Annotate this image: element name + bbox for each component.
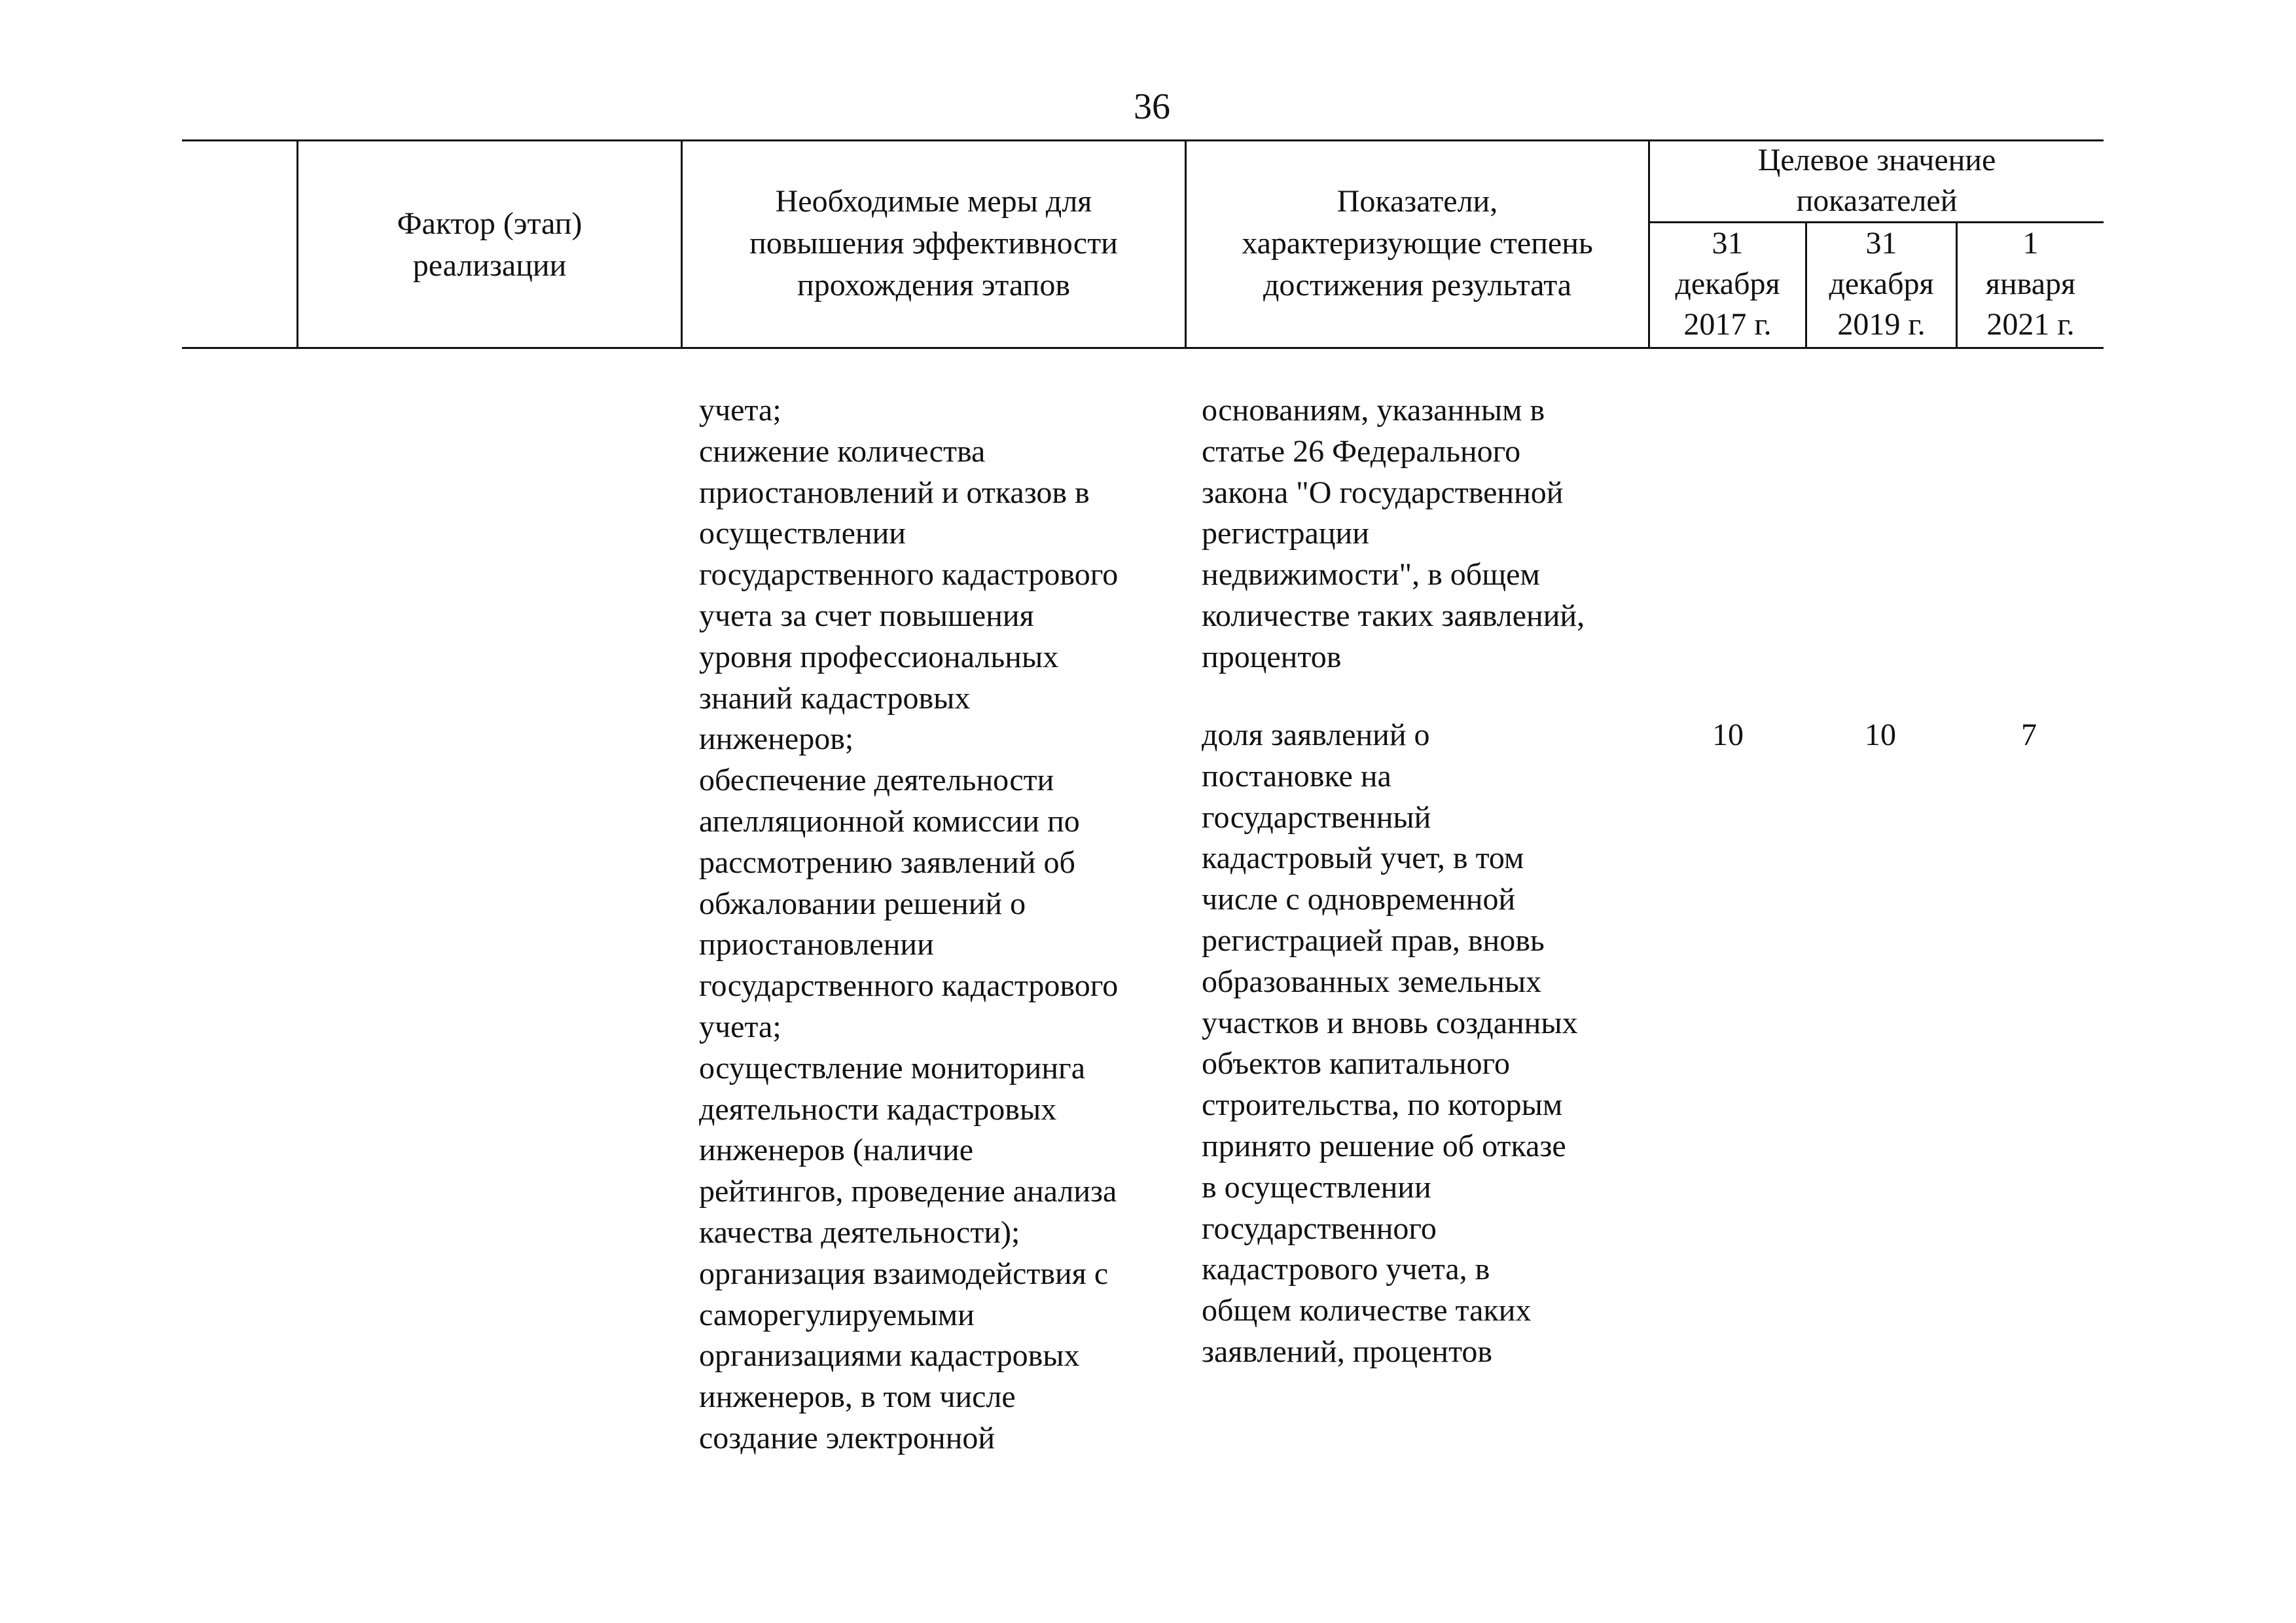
text-line: инженеров; [699, 721, 854, 757]
text-line: процентов [1202, 639, 1342, 674]
header-indicators: Показатели, характеризующие степень достижения результата [1242, 184, 1593, 302]
header-date-2019: 31 декабря 2019 г. [1829, 226, 1934, 342]
text-line: осуществление мониторинга [699, 1050, 1086, 1085]
text-line: государственного [1202, 1211, 1437, 1246]
text-line: кадастровый учет, в том [1202, 841, 1524, 876]
text-line: снижение количества [699, 433, 986, 469]
value-2019: 10 [1865, 718, 1896, 752]
text-line: качества деятельности); [699, 1214, 1020, 1250]
text-line: регистрации [1202, 516, 1369, 551]
text-line: строительства, по которым [1202, 1087, 1563, 1123]
text-line: закона "О государственной [1202, 475, 1564, 510]
text-line: инженеров (наличие [699, 1133, 974, 1168]
text-line: в осуществлении [1202, 1169, 1431, 1205]
text-line: заявлений, процентов [1202, 1334, 1493, 1369]
text-line: инженеров, в том числе [699, 1379, 1016, 1415]
text-line: постановке на [1202, 758, 1391, 793]
text-line: недвижимости", в общем [1202, 557, 1540, 593]
text-line: приостановлении [699, 927, 934, 962]
text-line: принято решение об отказе [1202, 1128, 1566, 1163]
text-line: образованных земельных [1202, 964, 1542, 999]
text-line: учета; [699, 1009, 781, 1044]
text-line: основаниям, указанным в [1202, 393, 1545, 428]
text-line: объектов капитального [1202, 1046, 1510, 1082]
value-2021: 7 [2021, 718, 2037, 752]
text-line: деятельности кадастровых [699, 1091, 1057, 1127]
text-line: государственный [1202, 799, 1431, 835]
text-line: знаний кадастровых [699, 680, 971, 716]
header-target-values: Целевое значение показателей [1757, 143, 1996, 218]
text-line: уровня профессиональных [699, 639, 1059, 674]
header-date-2017: 31 декабря 2017 г. [1675, 226, 1780, 342]
header-factor: Фактор (этап) реализации [397, 206, 583, 283]
value-2017: 10 [1712, 718, 1744, 752]
text-line: учета; [699, 393, 781, 428]
text-line: апелляционной комиссии по [699, 803, 1080, 839]
header-measures: Необходимые меры для повышения эффективности прохождения этапов [749, 184, 1118, 302]
page-number: 36 [1134, 86, 1170, 127]
text-line: регистрацией прав, вновь [1202, 922, 1545, 958]
text-line: государственного кадастрового [699, 968, 1119, 1004]
text-line: учета за счет повышения [699, 598, 1034, 633]
indicator-text-2 [1202, 715, 1647, 1373]
text-line: кадастрового учета, в [1202, 1252, 1490, 1287]
header-bottom-rule [182, 347, 2104, 349]
text-line: организация взаимодействия с [699, 1256, 1109, 1291]
text-line: участков и вновь созданных [1202, 1005, 1578, 1040]
measures-cell [699, 390, 1183, 1459]
text-line: статье 26 Федерального [1202, 433, 1521, 469]
header-date-2021: 1 января 2021 г. [1985, 226, 2076, 342]
text-line: приостановлений и отказов в [699, 475, 1090, 510]
text-line: доля заявлений о [1202, 718, 1430, 752]
text-line: государственного кадастрового [699, 557, 1119, 593]
text-line: общем количестве таких [1202, 1293, 1532, 1328]
text-line: количестве таких заявлений, [1202, 598, 1585, 633]
text-line: обеспечение деятельности [699, 763, 1054, 798]
text-line: рассмотрению заявлений об [699, 845, 1075, 880]
text-line: числе с одновременной [1202, 882, 1516, 917]
text-line: обжаловании решений о [699, 886, 1026, 921]
text-line: осуществлении [699, 516, 906, 551]
text-line: организациями кадастровых [699, 1338, 1080, 1374]
indicator-text-1 [1202, 390, 1647, 678]
text-line: рейтингов, проведение анализа [699, 1174, 1117, 1209]
text-line: саморегулируемыми [699, 1297, 975, 1332]
text-line: создание электронной [699, 1420, 996, 1455]
